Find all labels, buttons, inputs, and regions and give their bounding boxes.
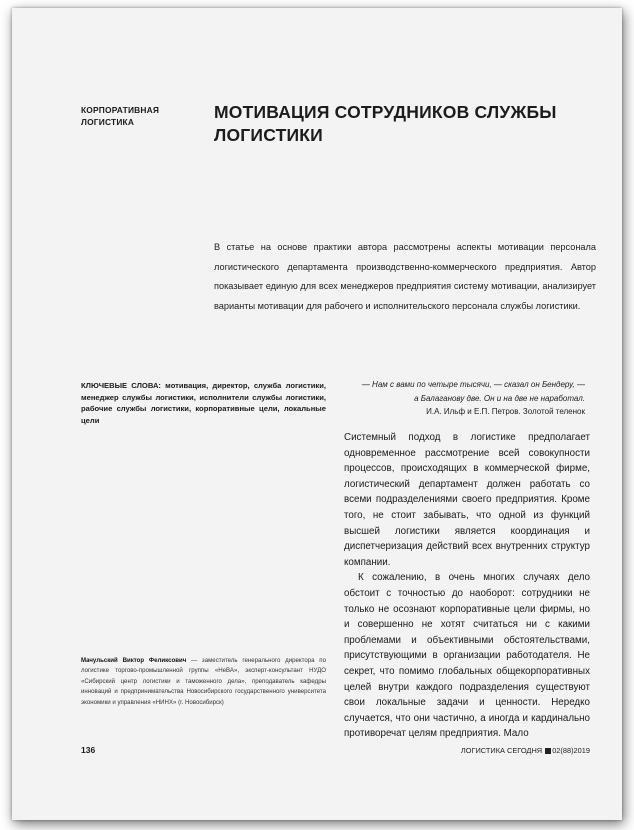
page-number: 136 xyxy=(81,745,96,755)
body-paragraph-2: К сожалению, в очень многих случаях дело обстоит с точностью до наоборот: сотрудники не только не осознают корпоративные цели фирмы, но и совершенно не хотят считаться ни с какими проблемами и объективными обстоятельствами, присутствующими в организации работодателя. Не секрет, что помимо глобальных общекорпоративных целей внутри каждого подразделения существуют свои локальные задачи и ценности. Нередко случается, что они частично, а иногда и кардинально противоречат целям предприятия. Мало xyxy=(344,572,590,740)
author-note xyxy=(81,656,326,708)
section-label xyxy=(81,104,201,128)
epigraph-source: И.А. Ильф и Е.П. Петров. Золотой теленок xyxy=(426,407,585,416)
author-bio: — заместитель генерального директора по логистике торгово-промышленной группы «НеВА», эксперт-консультант НУДО «Сибирский центр логистики и таможенного дела», преподаватель кафедры инноваций и предпринимательства Новосибирского государственного университета экономики и управления «НИНХ» (г. Новосибирск) xyxy=(81,657,326,706)
epigraph-line2: а Балаганову две. Он и на две не наработал. xyxy=(414,393,585,403)
abstract: В статье на основе практики автора рассмотрены аспекты мотивации персонала логистического департамента производственно-коммерческого предприятия. Автор показывает единую для всех менеджеров предприятия систему мотивации, анализирует варианты мотивации для рабочего и исполнительского персонала службы логистики. xyxy=(214,242,596,311)
article-title-line2: ЛОГИСТИКИ xyxy=(214,125,323,145)
body-paragraph-1: Системный подход в логистике предполагает одновременное рассмотрение всей совокупности процессов, происходящих в коммерческой фирме, логистический департамент должен работать со всеми подразделениями своего предприятия. Кроме того, не стоит забывать, что одной из функций высшей логистики является координация и диспетчеризация действий всех внутренних структур компании. xyxy=(344,432,590,568)
section-label-line1: КОРПОРАТИВНАЯ xyxy=(81,105,160,115)
section-label-line2: ЛОГИСТИКА xyxy=(81,117,135,127)
keywords: КЛЮЧЕВЫЕ СЛОВА: мотивация, директор, служба логистики, менеджер службы логистики, исполнители службы логистики, рабочие службы логистики, корпоративные цели, локальные цели xyxy=(81,381,326,425)
square-separator-icon xyxy=(545,748,551,754)
epigraph-line1: — Нам с вами по четыре тысячи, — сказал он Бендеру, — xyxy=(361,380,585,389)
journal-issue: 02(88)2019 xyxy=(552,746,590,755)
author-name: Мачульский Виктор Феликсович xyxy=(81,657,187,664)
article-title xyxy=(214,101,594,147)
journal-name: ЛОГИСТИКА СЕГОДНЯ xyxy=(460,746,543,755)
article-title-line1: МОТИВАЦИЯ СОТРУДНИКОВ СЛУЖБЫ xyxy=(214,102,557,122)
epigraph xyxy=(340,378,585,419)
journal-footer xyxy=(440,746,590,755)
body-text xyxy=(344,430,590,742)
